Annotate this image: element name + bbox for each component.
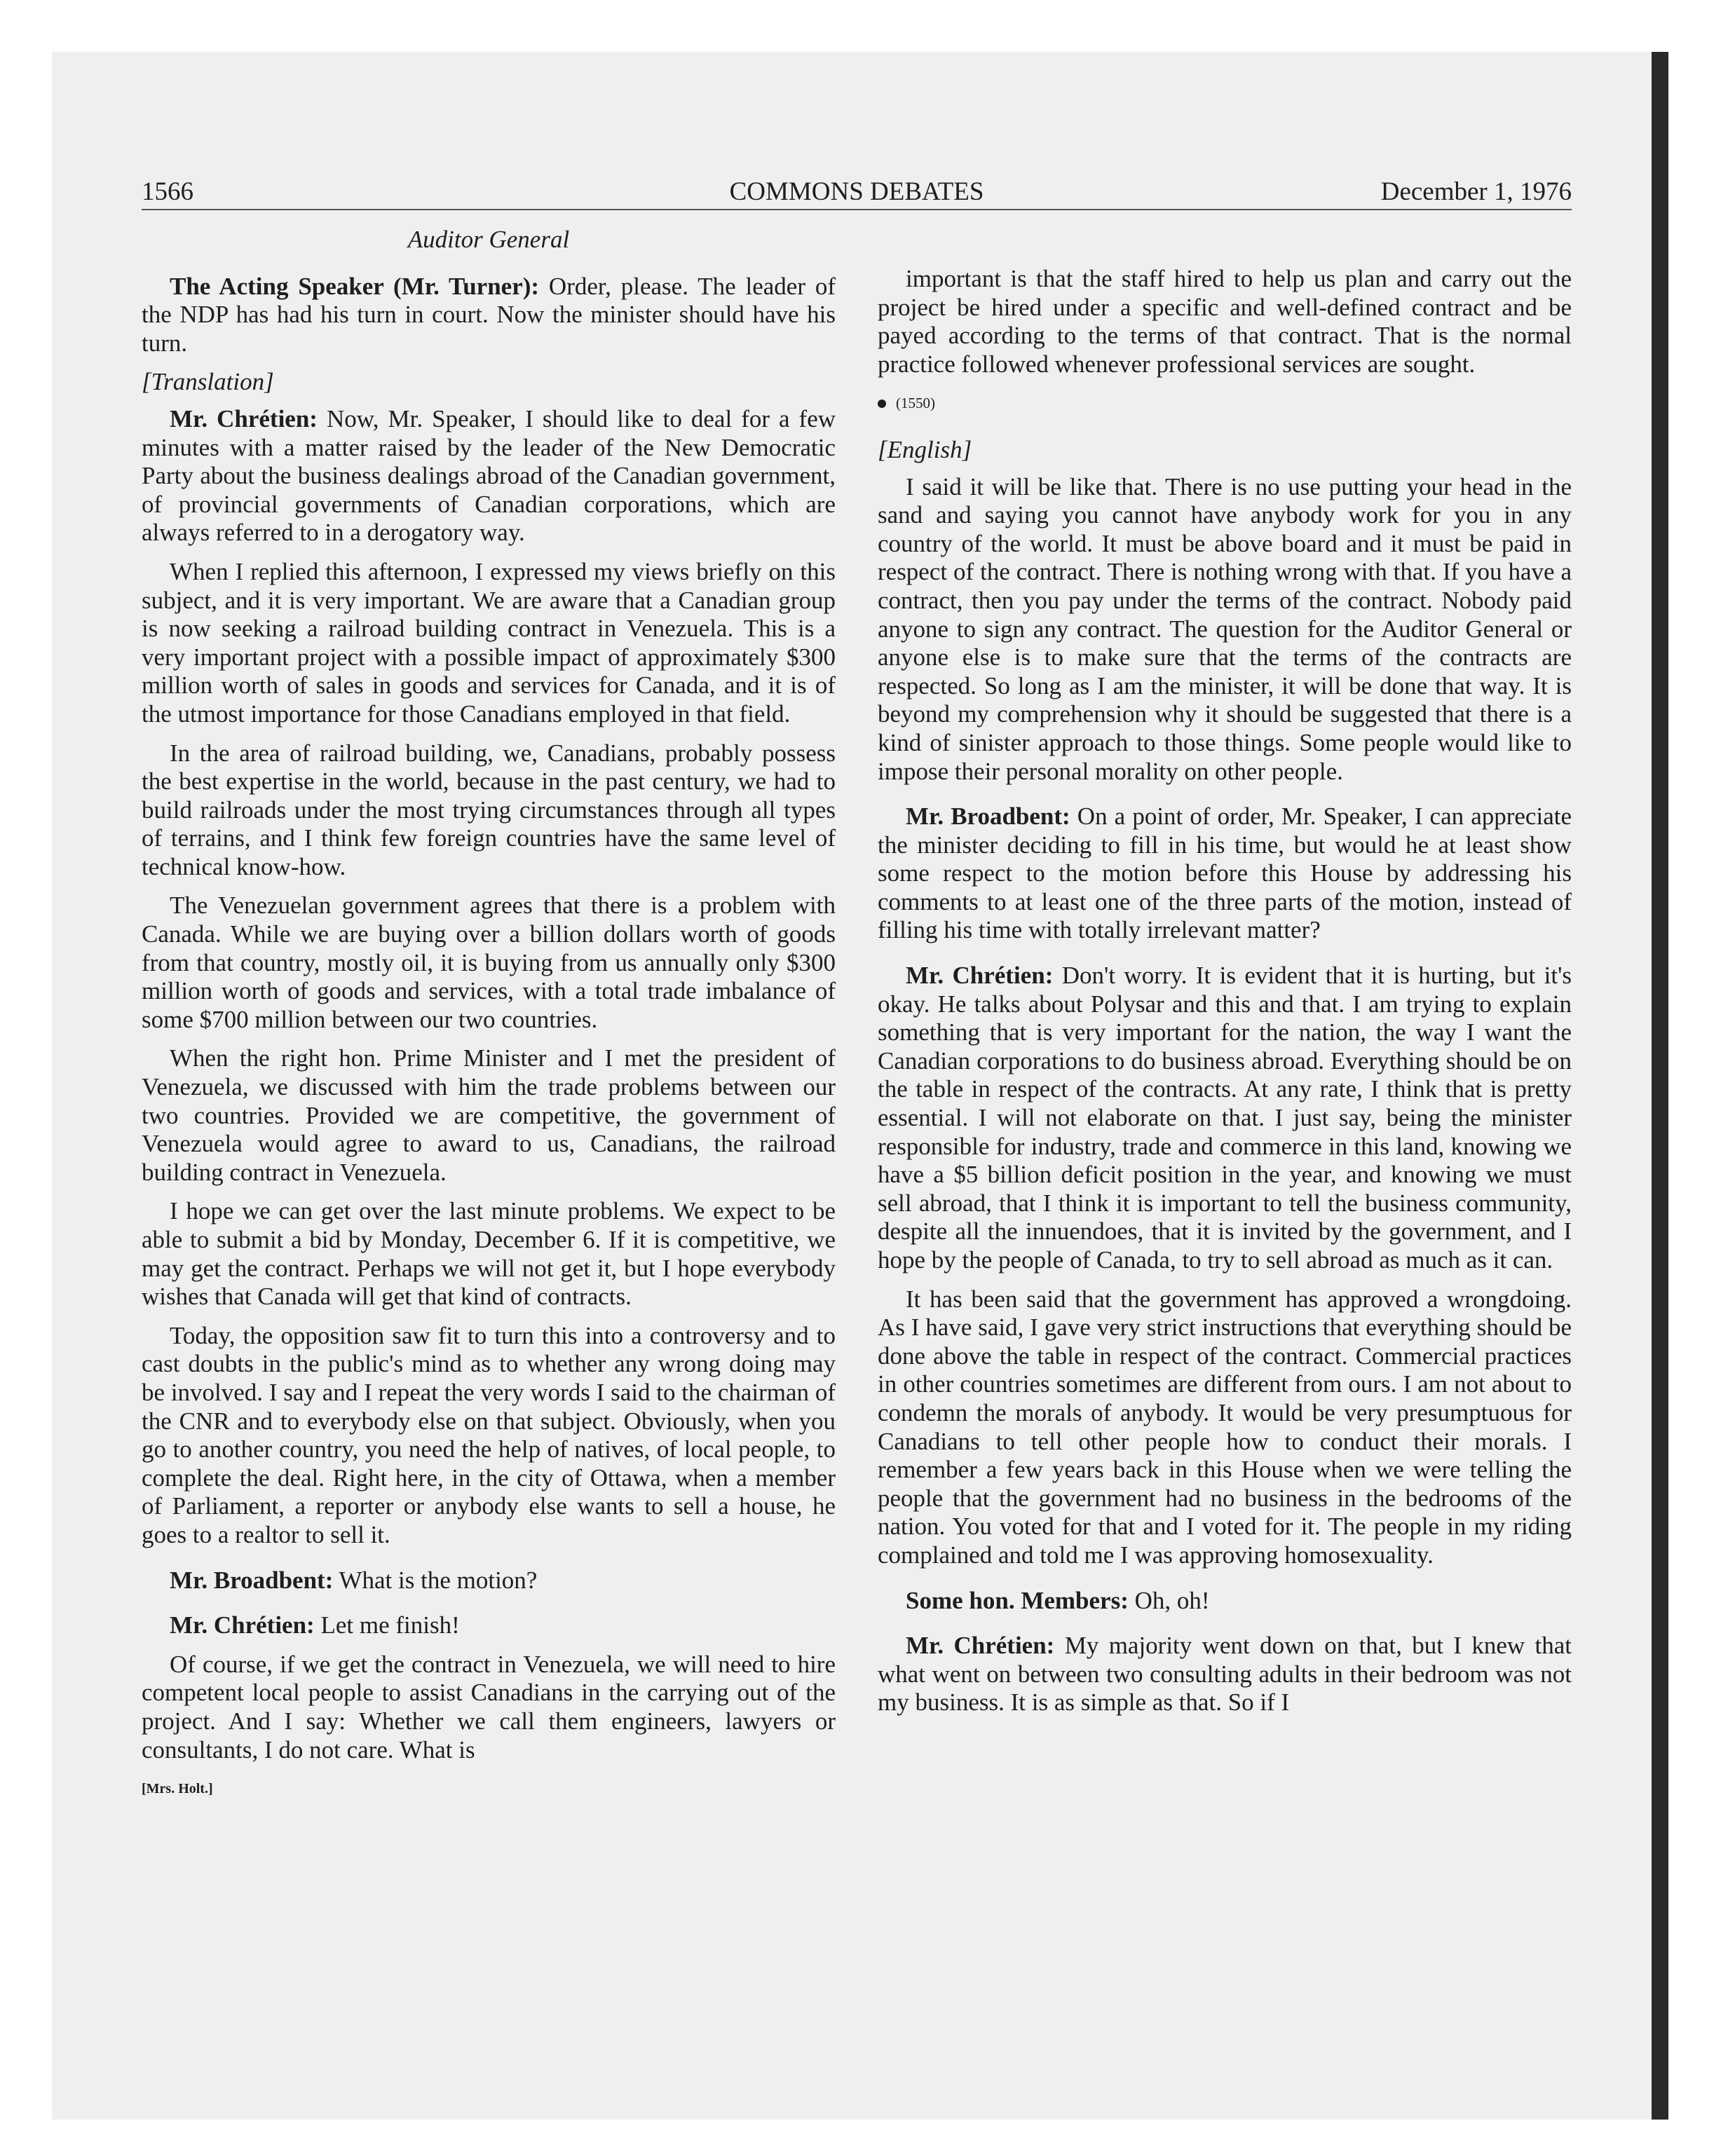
paragraph: In the area of railroad building, we, Canadians, probably possess the best expertise in the world, because in the past century, we had to build railroads under the most trying circumstances through all types of terrains, and I think few foreign countries have the same level of technical know-how. <box>142 739 836 880</box>
page-number: 1566 <box>142 177 193 206</box>
paragraph: When the right hon. Prime Minister and I met the president of Venezuela, we discussed with him the trade problems between our two countries. Provided we are competitive, the government of Venezuela would agree to award to us, Canadians, the railroad building contract in Venezuela. <box>142 1044 836 1186</box>
paragraph-text: My majority went down on that, but I knew that what went on between two consulting adults in their bedroom was not my business. It is as simple as that. So if I <box>878 1632 1572 1717</box>
paragraph: I said it will be like that. There is no use putting your head in the sand and saying you cannot have anybody work for you in any country of the world. It must be above board and it must be paid in respect of the contract. There is nothing wrong with that. If you have a contract, then you pay under the terms of the contract. Nobody paid anyone to sign any contract. The question for the Auditor General or anyone else is to make sure that the terms of the contracts are respected. So long as I am the minister, it will be done that way. It is beyond my comprehension why it should be suggested that there is a kind of sinister approach to those things. Some people would like to impose their personal morality on other people. <box>878 472 1572 785</box>
page-header <box>142 177 1572 210</box>
section-heading: Auditor General <box>407 226 570 253</box>
paragraph-text: Order, please. The leader of the NDP has had his turn in court. Now the minister should have his turn. <box>142 272 836 357</box>
speaker-name: Mr. Broadbent: <box>170 1566 334 1594</box>
scan-edge-shadow <box>1652 52 1668 2120</box>
paragraph <box>142 405 836 547</box>
paragraph-text: Let me finish! <box>314 1611 460 1639</box>
paragraph-text: Now, Mr. Speaker, I should like to deal for a few minutes with a matter raised by the leader of the New Democratic Party about the business dealings abroad of the Canadian government, of provincial governments of Canadian corporations, which are always referred to in a derogatory way. <box>142 404 836 547</box>
paragraph <box>142 1611 836 1640</box>
header-date: December 1, 1976 <box>1380 177 1572 206</box>
paragraph-text: On a point of order, Mr. Speaker, I can appreciate the minister deciding to fill in his time, but would he at least show some respect to the motion before this House by addressing his comments to at least one of the three parts of the motion, instead of filling his time with totally irrelevant matter? <box>878 803 1572 944</box>
paragraph <box>142 273 836 358</box>
time-stamp-text: (1550) <box>896 395 935 412</box>
paragraph <box>878 1587 1572 1616</box>
speaker-name: Mr. Chrétien: <box>906 1632 1055 1660</box>
paragraph: important is that the staff hired to help us plan and carry out the project be hired under a specific and well-defined contract and be payed according to the terms of that contract. That is the normal practice followed whenever professional services are sought. <box>878 265 1572 378</box>
paragraph: Of course, if we get the contract in Venezuela, we will need to hire competent local people to assist Canadians in the carrying out of the project. And I say: Whether we call them engineers, lawyers or consultants, I do not care. What is <box>142 1650 836 1763</box>
speaker-name: Mr. Chrétien: <box>906 962 1054 990</box>
left-column <box>142 226 836 1814</box>
speaker-name: The Acting Speaker (Mr. Turner): <box>170 272 540 300</box>
bullet-icon <box>878 400 886 408</box>
paragraph: The Venezuelan government agrees that there is a problem with Canada. While we are buying over a billion dollars worth of goods from that country, mostly oil, it is buying from us annually only $300 million worth of goods and services, with a total trade imbalance of some $700 million between our two countries. <box>142 892 836 1033</box>
speaker-name: Mr. Chrétien: <box>170 404 318 432</box>
speaker-name: Mr. Broadbent: <box>906 803 1070 831</box>
paragraph: Today, the opposition saw fit to turn this into a controversy and to cast doubts in the public's mind as to whether any wrong doing may be involved. I say and I repeat the very words I said to the chairman of the CNR and to everybody else on that subject. Obviously, when you go to another country, you need the help of natives, of local people, to complete the deal. Right here, in the city of Ottawa, when a member of Parliament, a reporter or anybody else wants to sell a house, he goes to a realtor to sell it. <box>142 1321 836 1548</box>
time-stamp <box>878 389 1572 418</box>
paragraph <box>878 962 1572 1275</box>
paragraph-text: Don't worry. It is evident that it is hurting, but it's okay. He talks about Polysar and this and that. I am trying to explain something that is very important for the nation, the way I want the Canadian corporations to do business abroad. Everything should be on the table in respect of the contracts. At any rate, I think that is pretty essential. I will not elaborate on that. I just say, being the minister responsible for industry, trade and commerce in this land, knowing we have a $5 billion deficit position in the year, and knowing we must sell abroad, that I think it is important to tell the business community, despite all the innuendoes, that it is invited by the government, and I hope by the people of Canada, to try to sell abroad as much as it can. <box>878 962 1572 1274</box>
footnote-speaker-note: [Mrs. Holt.] <box>142 1781 213 1797</box>
paragraph <box>142 1567 836 1595</box>
paragraph: When I replied this afternoon, I expressed my views briefly on this subject, and it is very important. We are aware that a Canadian group is now seeking a railroad building contract in Venezuela. This is a very important project with a possible impact of approximately $300 million worth of sales in goods and services for Canada, and it is of the utmost importance for those Canadians employed in that field. <box>142 557 836 728</box>
right-column <box>878 265 1572 1728</box>
paragraph: I hope we can get over the last minute problems. We expect to be able to submit a bid by Monday, December 6. If it is competitive, we may get the contract. Perhaps we will not get it, but I hope everybody wishes that Canada will get that kind of contracts. <box>142 1197 836 1311</box>
speaker-name: Some hon. Members: <box>906 1586 1129 1614</box>
language-marker: [English] <box>878 435 972 463</box>
paragraph <box>878 803 1572 945</box>
paragraph-text: What is the motion? <box>333 1566 538 1594</box>
paragraph: It has been said that the government has approved a wrongdoing. As I have said, I gave very strict instructions that everything should be done above the table in respect of the contract. Commercial practices in other countries sometimes are different from ours. I am not about to condemn the morals of anybody. It would be very presumptuous for Canadians to tell other people how to conduct their morals. I remember a few years back in this House when we were telling the people that the government had no business in the bedrooms of the nation. You voted for that and I voted for it. The people in my riding complained and told me I was approving homosexuality. <box>878 1285 1572 1569</box>
speaker-name: Mr. Chrétien: <box>170 1611 315 1639</box>
paragraph <box>878 1632 1572 1717</box>
running-title: COMMONS DEBATES <box>729 177 984 206</box>
language-marker: [Translation] <box>142 368 274 396</box>
paragraph-text: Oh, oh! <box>1128 1586 1210 1614</box>
